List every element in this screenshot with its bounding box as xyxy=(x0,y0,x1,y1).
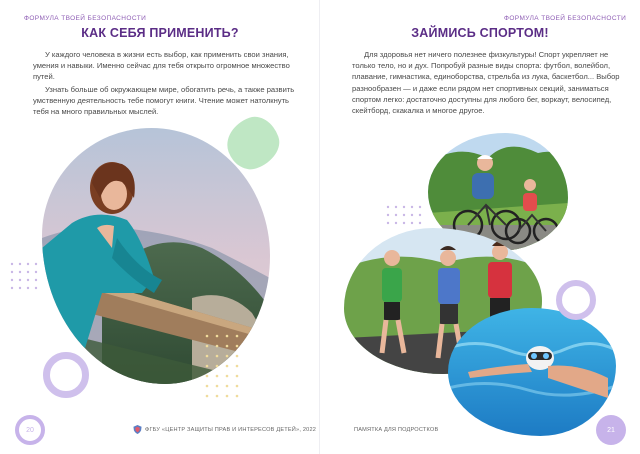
right-page-header: ФОРМУЛА ТВОЕЙ БЕЗОПАСНОСТИ xyxy=(504,15,627,22)
left-page-number: 20 xyxy=(15,415,45,445)
swimming-photo xyxy=(448,308,616,436)
purple-ring-right-decoration xyxy=(556,280,596,320)
right-page-title: ЗАЙМИСЬ СПОРТОМ! xyxy=(411,26,549,40)
right-paragraph-1: Для здоровья нет ничего полезнее физкультуры! Спорт укрепляет не только тело, но и дух. Попробуй разные виды спорта: футбол, волейбол, плавание, гимнастика, единоборства, стрельба из лука, баскетбол... Выбор разнообразен — и даже если рядом нет спортивных секций, заниматься спортом легко: достаточно доступны для любого бег, воркаут, велосипед, скейтборд, скакалка и многое другое. xyxy=(352,50,620,116)
purple-ring-decoration xyxy=(43,352,89,398)
swimming-scene-image xyxy=(448,308,616,436)
right-page-number: 21 xyxy=(596,415,626,445)
left-page-title: КАК СЕБЯ ПРИМЕНИТЬ? xyxy=(81,26,239,40)
left-paragraph-2: Узнать больше об окружающем мире, обогатить речь, а также развить умственную деятельность тебе помогут книги. Чтение может натолкнуть тебя на много правильных мыслей. xyxy=(33,85,295,117)
shield-logo-icon xyxy=(133,425,142,434)
left-paragraph-1: У каждого человека в жизни есть выбор, как применить свои знания, умения и навыки. Именно сейчас для тебя открыто огромное множество путей. xyxy=(33,50,290,82)
right-footer: ПАМЯТКА ДЛЯ ПОДРОСТКОВ xyxy=(354,427,439,433)
left-page-header: ФОРМУЛА ТВОЕЙ БЕЗОПАСНОСТИ xyxy=(24,15,147,22)
right-page xyxy=(320,0,640,454)
left-footer: ФГБУ «ЦЕНТР ЗАЩИТЫ ПРАВ И ИНТЕРЕСОВ ДЕТЕЙ», 2022 xyxy=(145,427,317,433)
dot-pattern-yellow xyxy=(204,333,240,399)
dot-pattern-right xyxy=(386,205,426,227)
dot-pattern-left xyxy=(10,262,38,292)
